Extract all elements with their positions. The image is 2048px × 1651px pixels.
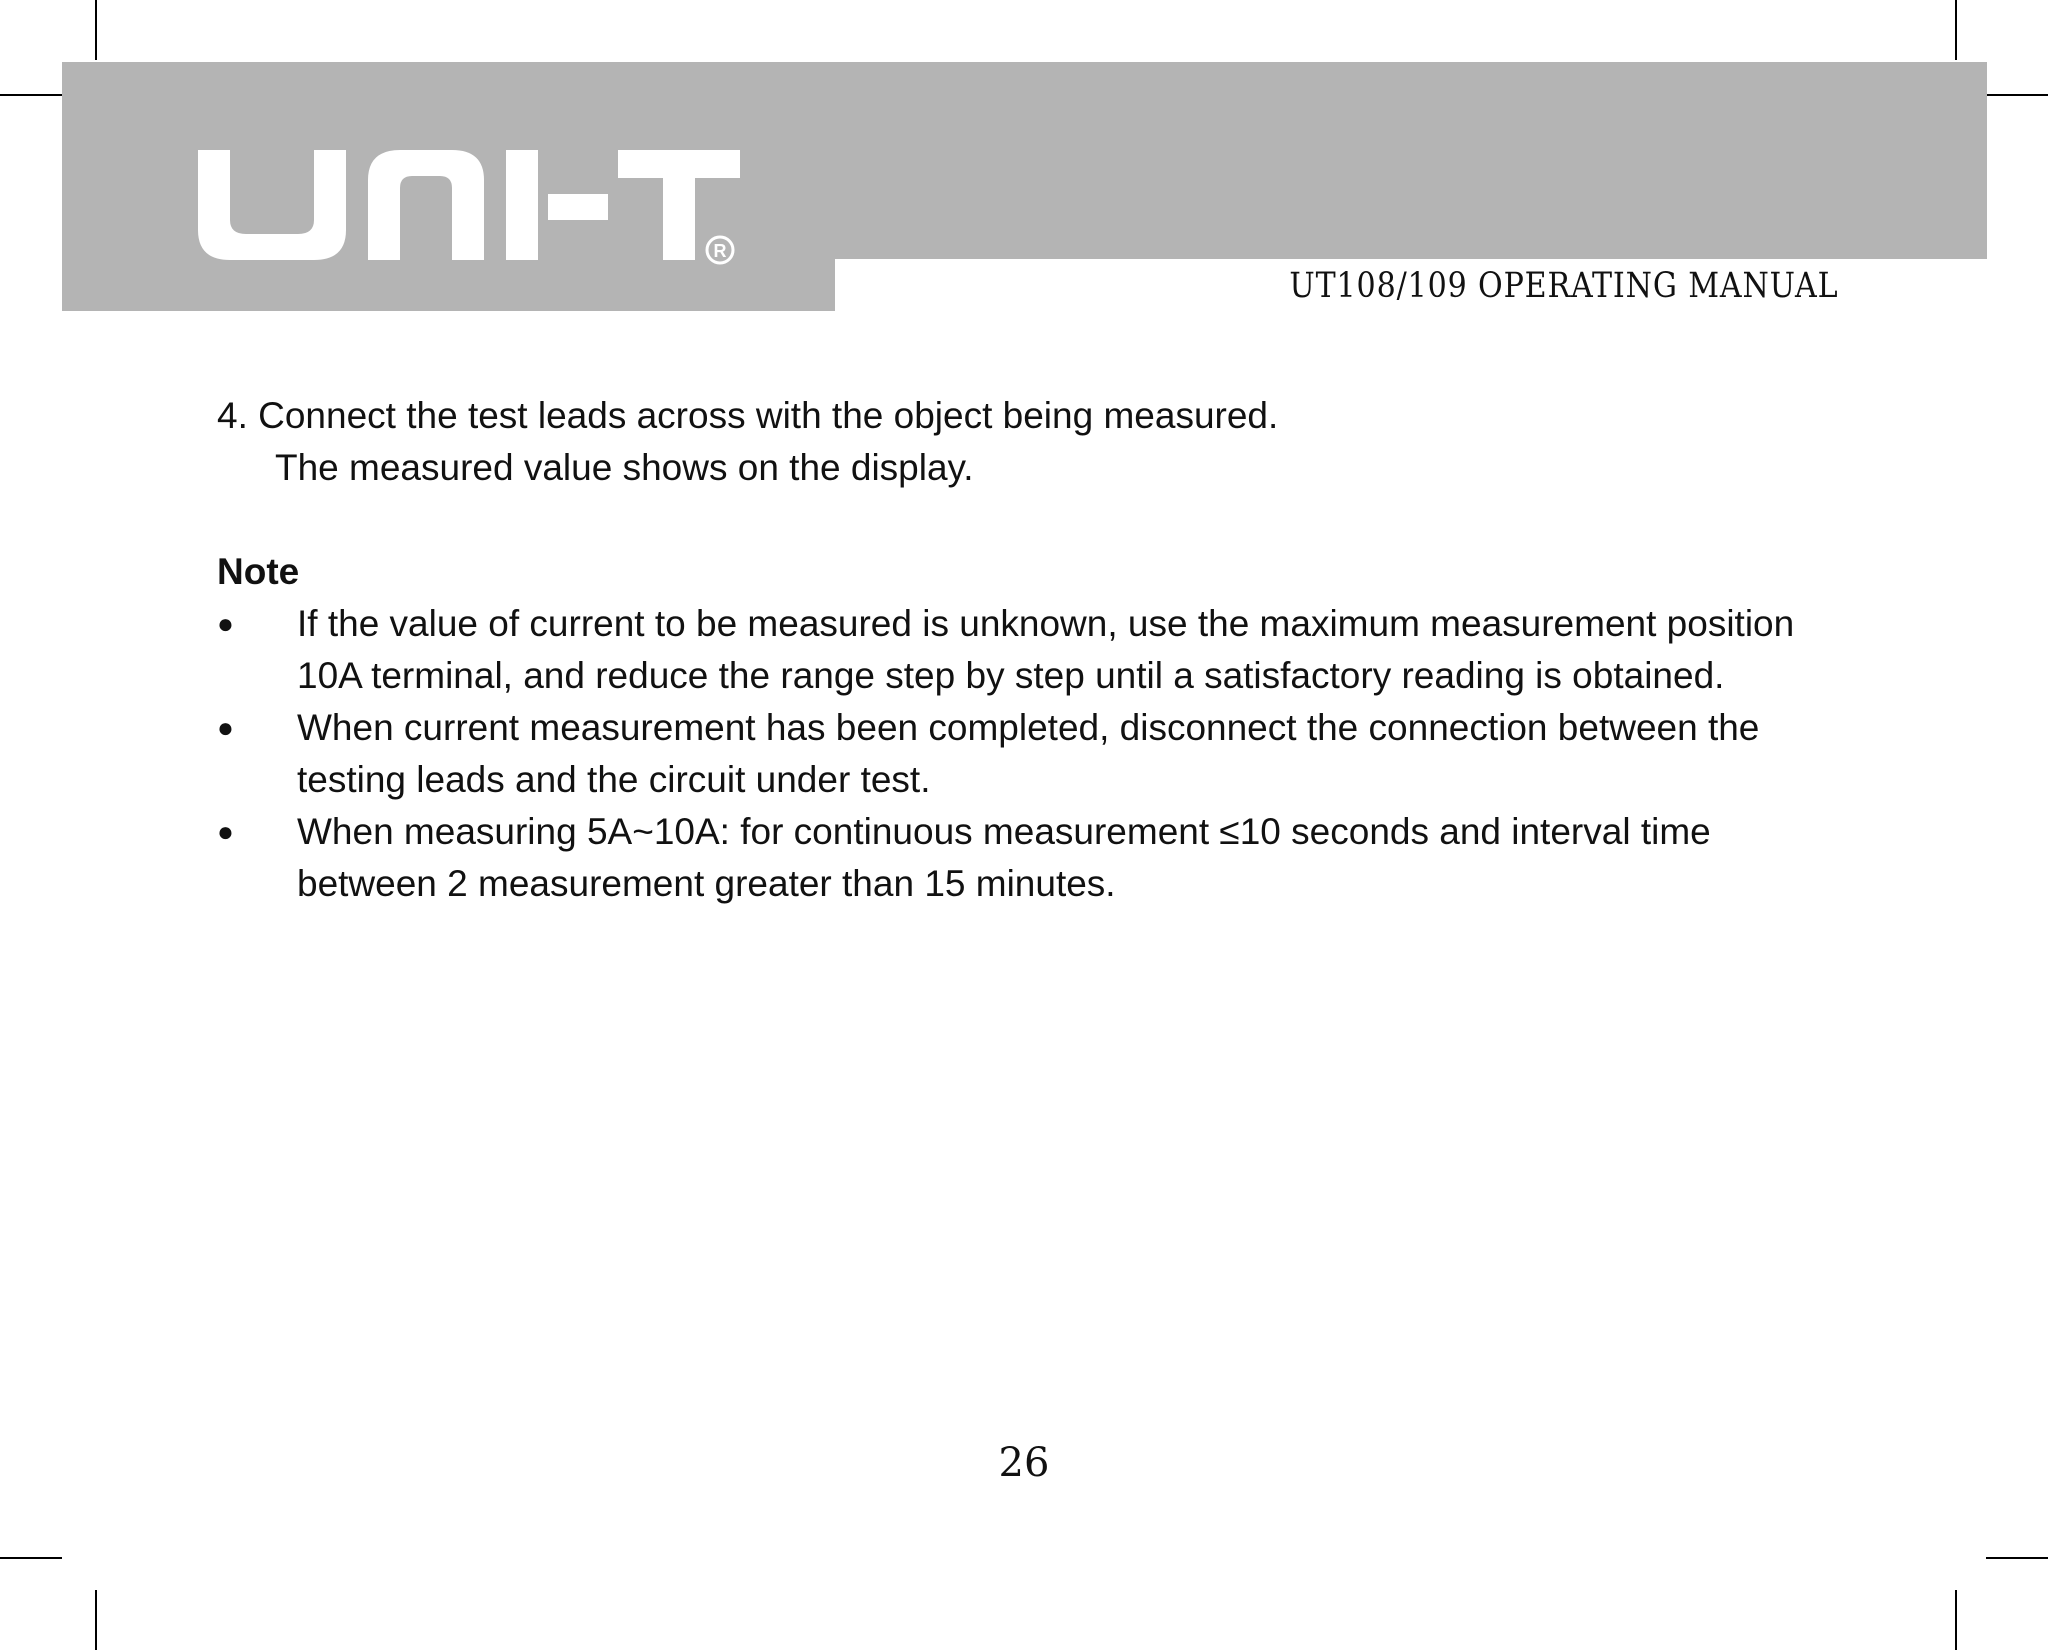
crop-mark (1955, 0, 1957, 60)
bullet-icon: ● (217, 608, 234, 639)
crop-mark (95, 0, 97, 60)
svg-text:R: R (713, 241, 727, 261)
step-4-subtext: The measured value shows on the display. (275, 447, 974, 488)
bullet-icon: ● (217, 712, 234, 743)
note-bullet-text: If the value of current to be measured is unknown, use the maximum measurement position 10A terminal, and reduce the range step by step until a satisfactory reading is obtained. (297, 603, 1795, 696)
step-4-text: 4. Connect the test leads across with the object being measured. (217, 395, 1279, 436)
crop-mark (95, 1590, 97, 1650)
note-heading: Note (217, 551, 300, 592)
note-bullet (217, 806, 1857, 910)
crop-mark (0, 1557, 62, 1559)
page-content (217, 390, 1857, 910)
manual-title: UT108/109 OPERATING MANUAL (1288, 266, 1838, 306)
crop-mark (0, 94, 62, 96)
page-number: 26 (998, 1440, 1050, 1486)
crop-mark (1986, 1557, 2048, 1559)
crop-mark (1955, 1590, 1957, 1650)
note-bullet (217, 702, 1857, 806)
uni-t-logo (190, 150, 750, 270)
crop-mark (1986, 94, 2048, 96)
note-bullet (217, 598, 1857, 702)
note-bullet-text: When measuring 5A~10A: for continuous measurement ≤10 seconds and interval time between 2 measurement greater than 15 minutes. (297, 811, 1711, 904)
bullet-icon: ● (217, 816, 234, 847)
note-bullet-text: When current measurement has been completed, disconnect the connection between the testing leads and the circuit under test. (297, 707, 1760, 800)
